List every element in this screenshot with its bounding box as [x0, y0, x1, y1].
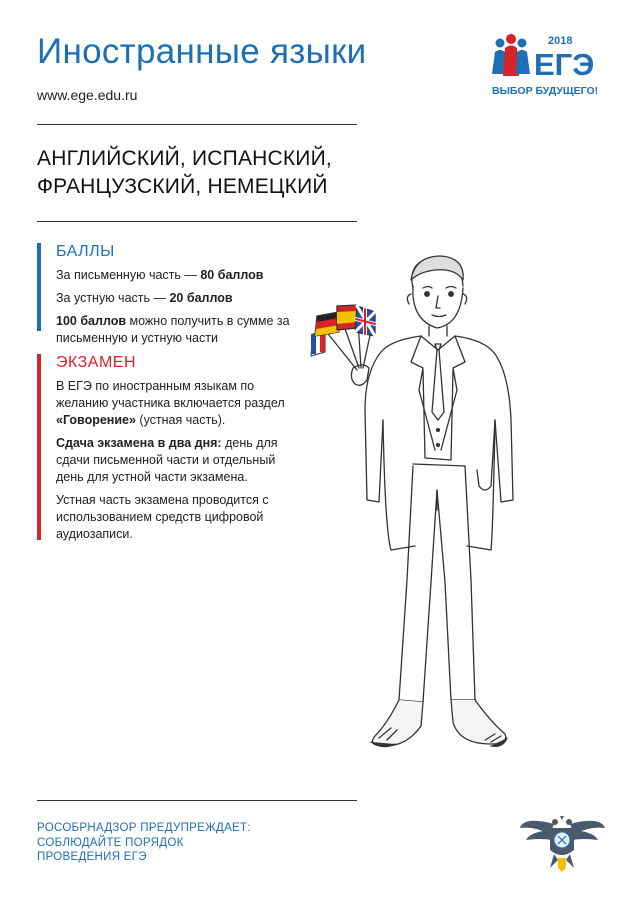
exam-p1-end: (устная часть). — [135, 413, 226, 427]
exam-paragraph-1 — [56, 378, 306, 429]
exam-p2-text: день для сдачи письменной части и отдельный день для устной части экзамена. — [56, 436, 278, 484]
scores-heading: БАЛЛЫ — [56, 243, 115, 260]
divider-middle — [37, 221, 357, 222]
page-title: Иностранные языки — [37, 32, 367, 71]
oral-score-text: За устную часть — — [56, 291, 170, 305]
logo-slogan: ВЫБОР БУДУЩЕГО! — [492, 85, 599, 97]
total-score-value: 100 баллов — [56, 314, 127, 328]
logo-name: ЕГЭ — [534, 47, 595, 82]
ege-logo — [490, 30, 615, 100]
student-with-flags-drawing — [295, 250, 545, 770]
written-score-text: За письменную часть — — [56, 268, 201, 282]
scores-accent-bar — [37, 243, 41, 331]
exam-accent-bar — [37, 354, 41, 540]
divider-top — [37, 124, 357, 125]
written-score-value: 80 баллов — [200, 268, 264, 282]
languages-line-1: АНГЛИЙСКИЙ, ИСПАНСКИЙ, — [37, 147, 332, 170]
people-group-icon — [492, 34, 530, 76]
exam-paragraph-2 — [56, 435, 306, 486]
footer-line-3: ПРОВЕДЕНИЯ ЕГЭ — [37, 851, 147, 863]
divider-bottom — [37, 800, 357, 801]
footer-line-2: СОБЛЮДАЙТЕ ПОРЯДОК — [37, 836, 184, 849]
website-url[interactable]: www.ege.edu.ru — [37, 87, 138, 103]
oral-score-value: 20 баллов — [169, 291, 233, 305]
exam-p1-bold: «Говорение» — [56, 413, 136, 427]
double-headed-eagle-emblem-icon — [520, 810, 605, 875]
exam-p2-bold: Сдача экзамена в два дня: — [56, 436, 222, 450]
footer-line-1: РОСОБРНАДЗОР ПРЕДУПРЕЖДАЕТ: — [37, 822, 251, 834]
exam-p1-text: В ЕГЭ по иностранным языкам по желанию участника включается раздел — [56, 379, 285, 410]
total-score-text: можно получить в сумме за письменную и устную части — [56, 314, 290, 345]
logo-year: 2018 — [548, 35, 573, 47]
languages-line-2: ФРАНЦУЗСКИЙ, НЕМЕЦКИЙ — [37, 175, 328, 198]
languages-list — [37, 145, 332, 201]
exam-paragraph-3: Устная часть экзамена проводится с использованием средств цифровой аудиозаписи. — [56, 493, 269, 541]
exam-heading: ЭКЗАМЕН — [56, 354, 137, 371]
flags-icon — [311, 305, 375, 370]
footer-warning — [37, 821, 251, 865]
exam-section — [37, 354, 306, 549]
